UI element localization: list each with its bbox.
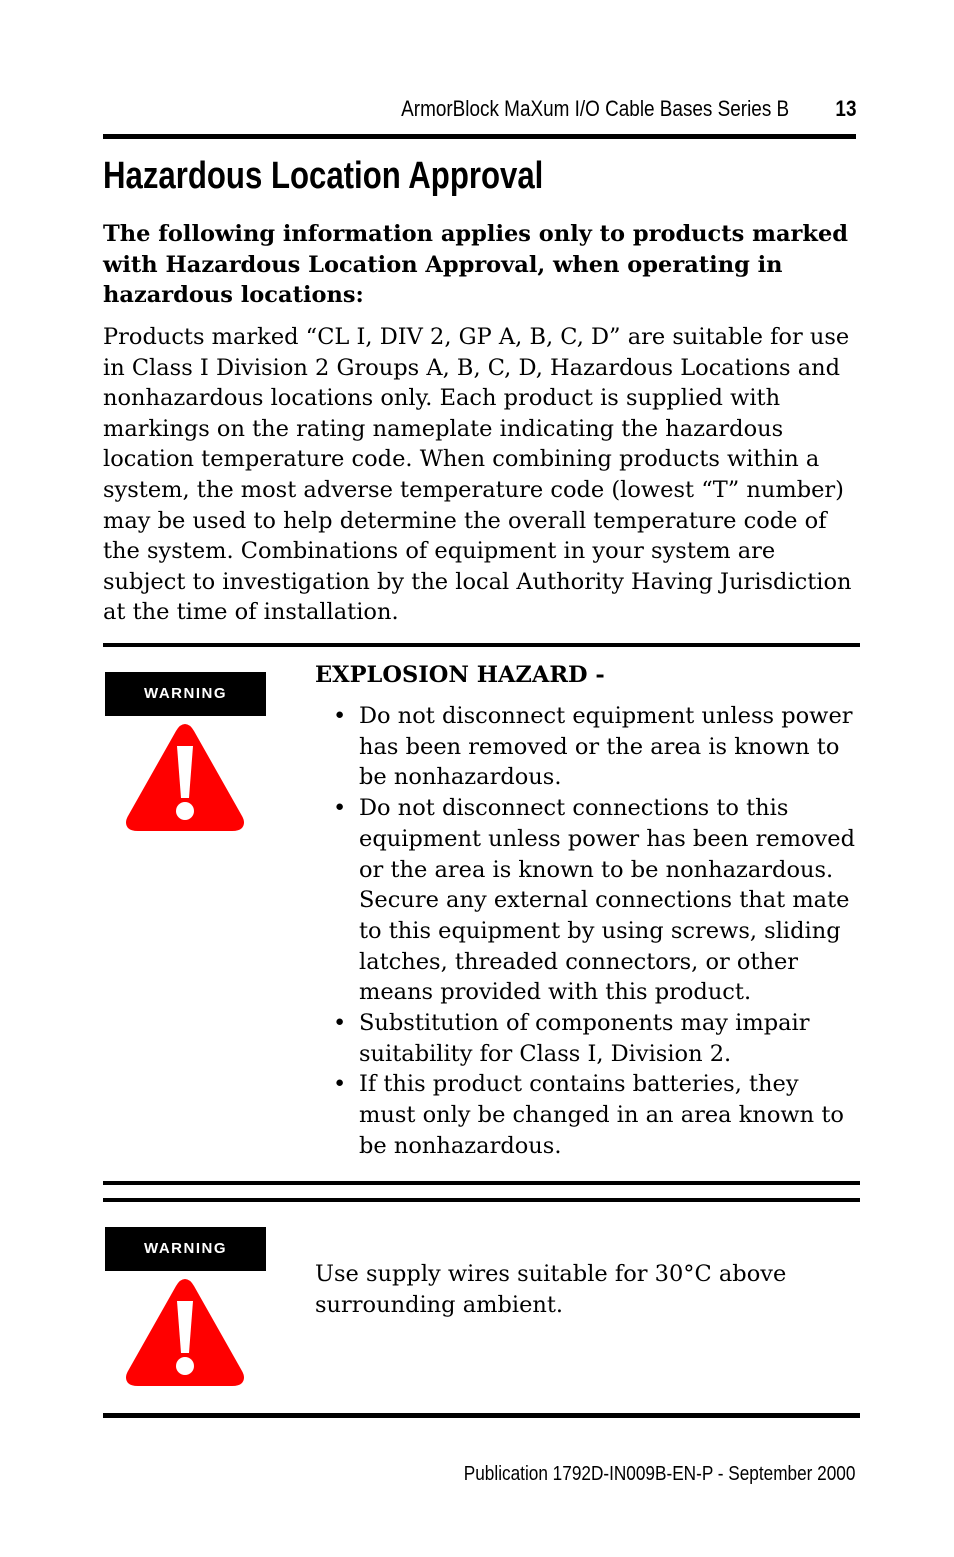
header-rule	[103, 134, 856, 139]
list-item-text: Do not disconnect equipment unless power has been removed or the area is known to be nonhazardous.	[359, 703, 853, 791]
bullet-icon: •	[333, 703, 347, 729]
hazard-title: EXPLOSION HAZARD -	[315, 662, 605, 688]
list-item-text: If this product contains batteries, they must only be changed in an area known to be nonhazardous.	[359, 1071, 844, 1159]
list-item	[315, 1008, 860, 1069]
publication-footer: Publication 1792D-IN009B-EN-P - September 2000	[463, 1463, 855, 1485]
supply-wires-warning: Use supply wires suitable for 30°C above surrounding ambient.	[315, 1261, 787, 1318]
intro-paragraph: The following information applies only to products marked with Hazardous Location Approval, when operating in hazardous locations:	[103, 221, 849, 308]
list-item	[315, 1069, 860, 1161]
page-header	[103, 96, 856, 121]
warning-triangle-icon	[124, 1275, 246, 1387]
warning-label: WARNING	[105, 672, 266, 716]
section-title: Hazardous Location Approval	[103, 155, 544, 197]
list-item	[315, 793, 860, 1008]
warning-label: WARNING	[105, 1227, 266, 1271]
warning-triangle-icon	[124, 720, 246, 832]
bullet-icon: •	[333, 1010, 347, 1037]
warning-top-rule	[103, 643, 860, 647]
bullet-icon: •	[333, 795, 347, 822]
warning2-bottom-rule	[103, 1413, 860, 1418]
list-item-text: Do not disconnect connections to this equipment unless power has been removed or the area is known to be nonhazardous. Secure any external connections that mate to this equipment by using screws, sliding latches, threaded connectors, or other means provided with this product.	[359, 795, 855, 1006]
bullet-icon: •	[333, 1071, 347, 1098]
body-paragraph: Products marked “CL I, DIV 2, GP A, B, C, D” are suitable for use in Class I Division 2 Groups A, B, C, D, Hazardous Locations and nonhazardous locations only. Each product is supplied with markings on the rating nameplate indicating the hazardous location temperature code. When combining products within a system, the most adverse temperature code (lowest “T” number) may be used to help determine the overall temperature code of the system. Combinations of equipment in your system are subject to investigation by the local Authority Having Jurisdiction at the time of installation.	[103, 324, 852, 626]
warning-bottom-rule	[103, 1181, 860, 1185]
page-number: 13	[834, 96, 856, 121]
list-item-text: Substitution of components may impair suitability for Class I, Division 2.	[359, 1010, 810, 1067]
header-title: ArmorBlock MaXum I/O Cable Bases Series B	[401, 96, 789, 121]
warning2-top-rule	[103, 1198, 860, 1202]
hazard-list	[315, 701, 860, 1162]
list-item	[315, 701, 860, 793]
